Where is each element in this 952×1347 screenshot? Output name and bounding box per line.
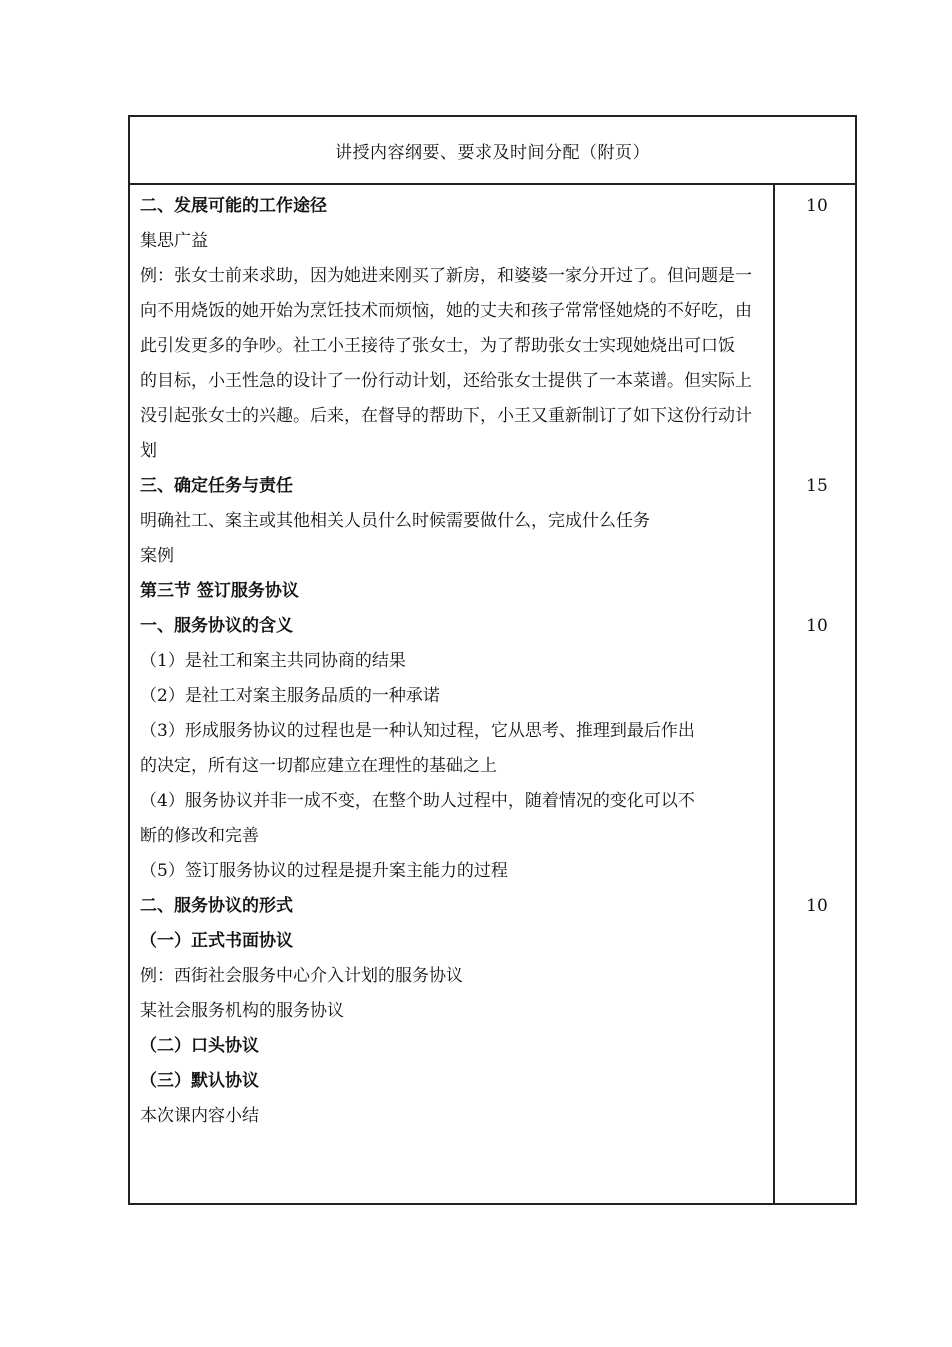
content-line: （5）签订服务协议的过程是提升案主能力的过程 xyxy=(140,861,508,881)
content-line: （4）服务协议并非一成不变，在整个助人过程中，随着情况的变化可以不 xyxy=(140,791,695,811)
section-heading: （三）默认协议 xyxy=(140,1071,259,1091)
section-heading: 一、服务协议的含义 xyxy=(140,616,293,636)
content-line: 集思广益 xyxy=(140,231,208,251)
section-heading: 二、发展可能的工作途径 xyxy=(140,196,327,216)
content-line: 此引发更多的争吵。社工小王接待了张女士，为了帮助张女士实现她烧出可口饭 xyxy=(140,336,735,356)
content-line: 没引起张女士的兴趣。后来，在督导的帮助下，小王又重新制订了如下这份行动计 xyxy=(140,406,752,426)
content-line: 向不用烧饭的她开始为烹饪技术而烦恼，她的丈夫和孩子常常怪她烧的不好吃，由 xyxy=(140,301,752,321)
content-line: 明确社工、案主或其他相关人员什么时候需要做什么，完成什么任务 xyxy=(140,511,650,531)
lesson-table xyxy=(128,115,857,1205)
section-heading: 第三节 签订服务协议 xyxy=(140,581,299,601)
content-column xyxy=(140,189,765,1134)
section-heading: 三、确定任务与责任 xyxy=(140,476,293,496)
content-line: 例：张女士前来求助，因为她进来刚买了新房，和婆婆一家分开过了。但问题是一 xyxy=(140,266,752,286)
time-allocation: 10 xyxy=(806,616,828,636)
content-line: （2）是社工对案主服务品质的一种承诺 xyxy=(140,686,440,706)
content-line: 本次课内容小结 xyxy=(140,1106,259,1126)
content-line: 的目标，小王性急的设计了一份行动计划，还给张女士提供了一本菜谱。但实际上 xyxy=(140,371,752,391)
section-heading: （一）正式书面协议 xyxy=(140,931,293,951)
content-line: 划 xyxy=(140,441,157,461)
time-allocation: 15 xyxy=(806,476,828,496)
content-line: （3）形成服务协议的过程也是一种认知过程，它从思考、推理到最后作出 xyxy=(140,721,695,741)
section-heading: 二、服务协议的形式 xyxy=(140,896,293,916)
content-line: 断的修改和完善 xyxy=(140,826,259,846)
column-divider xyxy=(773,183,775,1205)
time-allocation: 10 xyxy=(806,896,828,916)
content-line: 例：西街社会服务中心介入计划的服务协议 xyxy=(140,966,463,986)
content-line: 某社会服务机构的服务协议 xyxy=(140,1001,344,1021)
header-title: 讲授内容纲要、要求及时间分配（附页） xyxy=(335,142,650,163)
content-line: （1）是社工和案主共同协商的结果 xyxy=(140,651,406,671)
content-line: 的决定，所有这一切都应建立在理性的基础之上 xyxy=(140,756,497,776)
section-heading: （二）口头协议 xyxy=(140,1036,259,1056)
table-header xyxy=(130,117,855,185)
content-line: 案例 xyxy=(140,546,174,566)
time-allocation: 10 xyxy=(806,196,828,216)
